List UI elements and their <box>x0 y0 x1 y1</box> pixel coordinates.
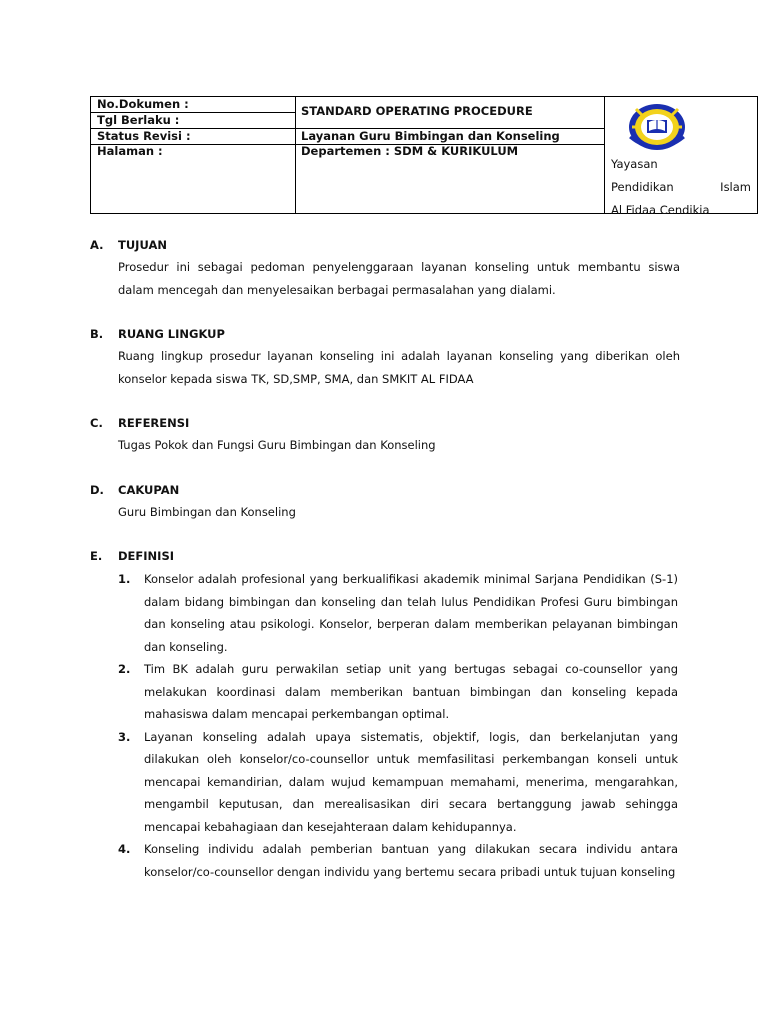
section-definisi <box>90 545 680 567</box>
status-revisi-label: Status Revisi : <box>97 129 191 143</box>
list-item-number: 1. <box>118 572 131 586</box>
section-title: CAKUPAN <box>118 483 180 497</box>
list-item-number: 4. <box>118 842 131 856</box>
section-heading <box>90 323 680 345</box>
tgl-berlaku-label: Tgl Berlaku : <box>97 113 180 127</box>
halaman-label: Halaman : <box>97 144 163 158</box>
section-referensi <box>90 412 680 457</box>
section-title: RUANG LINGKUP <box>118 327 225 341</box>
list-item-text: Konselor adalah profesional yang berkualifikasi akademik minimal Sarjana Pendidikan (S-1) dalam bidang bimbingan dan konseling dan telah lulus Pendidikan Profesi Guru bimbingan dan konseling atau psikologi. Konselor, berperan dalam memberikan pelayanan bimbingan dan konseling. <box>144 572 678 654</box>
list-item-text: Tim BK adalah guru perwakilan setiap unit yang bertugas sebagai co-counsellor yang melakukan koordinasi dalam memberikan bantuan bimbingan dan konseling kepada mahasiswa dalam mencapai perkembangan optimal. <box>144 662 678 721</box>
list-item <box>118 726 678 839</box>
section-body: Ruang lingkup prosedur layanan konseling ini adalah layanan konseling yang diberikan oleh konselor kepada siswa TK, SD,SMP, SMA, dan SMKIT AL FIDAA <box>118 349 680 386</box>
list-item <box>118 658 678 726</box>
section-title: DEFINISI <box>118 549 175 563</box>
section-letter: A. <box>90 238 104 252</box>
section-letter: E. <box>90 549 103 563</box>
section-letter: B. <box>90 327 104 341</box>
document-title-column <box>295 97 605 213</box>
yayasan-name <box>611 153 751 222</box>
definition-list <box>118 568 678 883</box>
section-heading <box>90 479 680 501</box>
yayasan-line-3: Al Fidaa Cendikia <box>611 203 710 217</box>
list-item <box>118 838 678 883</box>
section-body: Guru Bimbingan dan Konseling <box>118 505 296 519</box>
layanan-title: Layanan Guru Bimbingan dan Konseling <box>301 129 560 143</box>
section-body: Tugas Pokok dan Fungsi Guru Bimbingan dan Konseling <box>118 438 436 452</box>
section-heading <box>90 234 680 256</box>
section-tujuan <box>90 234 680 302</box>
section-ruang-lingkup <box>90 323 680 391</box>
document-header-table <box>90 96 758 217</box>
no-dokumen-label: No.Dokumen : <box>97 97 189 111</box>
sop-title: STANDARD OPERATING PROCEDURE <box>301 104 533 118</box>
document-meta-column <box>91 97 296 213</box>
yayasan-column <box>604 97 757 217</box>
section-title: TUJUAN <box>118 238 167 252</box>
yayasan-logo-icon <box>626 101 688 153</box>
section-cakupan <box>90 479 680 524</box>
list-item-text: Konseling individu adalah pemberian bantuan yang dilakukan secara individu antara konselor/co-counsellor dengan individu yang bertemu secara pribadi untuk tujuan konseling <box>144 842 678 879</box>
section-heading <box>90 412 680 434</box>
section-title: REFERENSI <box>118 416 190 430</box>
section-letter: C. <box>90 416 103 430</box>
yayasan-line-1: Yayasan <box>611 157 658 171</box>
yayasan-line-2: Pendidikan Islam <box>611 180 751 194</box>
list-item-number: 2. <box>118 662 131 676</box>
departemen-label: Departemen : SDM & KURIKULUM <box>301 144 519 158</box>
list-item <box>118 568 678 658</box>
list-item-text: Layanan konseling adalah upaya sistematis, objektif, logis, dan berkelanjutan yang dilakukan oleh konselor/co-counsellor untuk memfasilitasi perkembangan konseli untuk mencapai kemandirian, dalam wujud kemampuan memahami, menerima, mengarahkan, mengambil keputusan, dan merealisasikan diri secara bertanggung jawab sehingga mencapai kebahagiaan dan kesejahteraan dalam kehidupannya. <box>144 729 678 834</box>
list-item-number: 3. <box>118 729 131 744</box>
section-heading <box>90 545 680 567</box>
section-body: Prosedur ini sebagai pedoman penyelenggaraan layanan konseling untuk membantu siswa dalam mencegah dan menyelesaikan berbagai permasalahan yang dialami. <box>118 260 680 297</box>
section-letter: D. <box>90 483 104 497</box>
